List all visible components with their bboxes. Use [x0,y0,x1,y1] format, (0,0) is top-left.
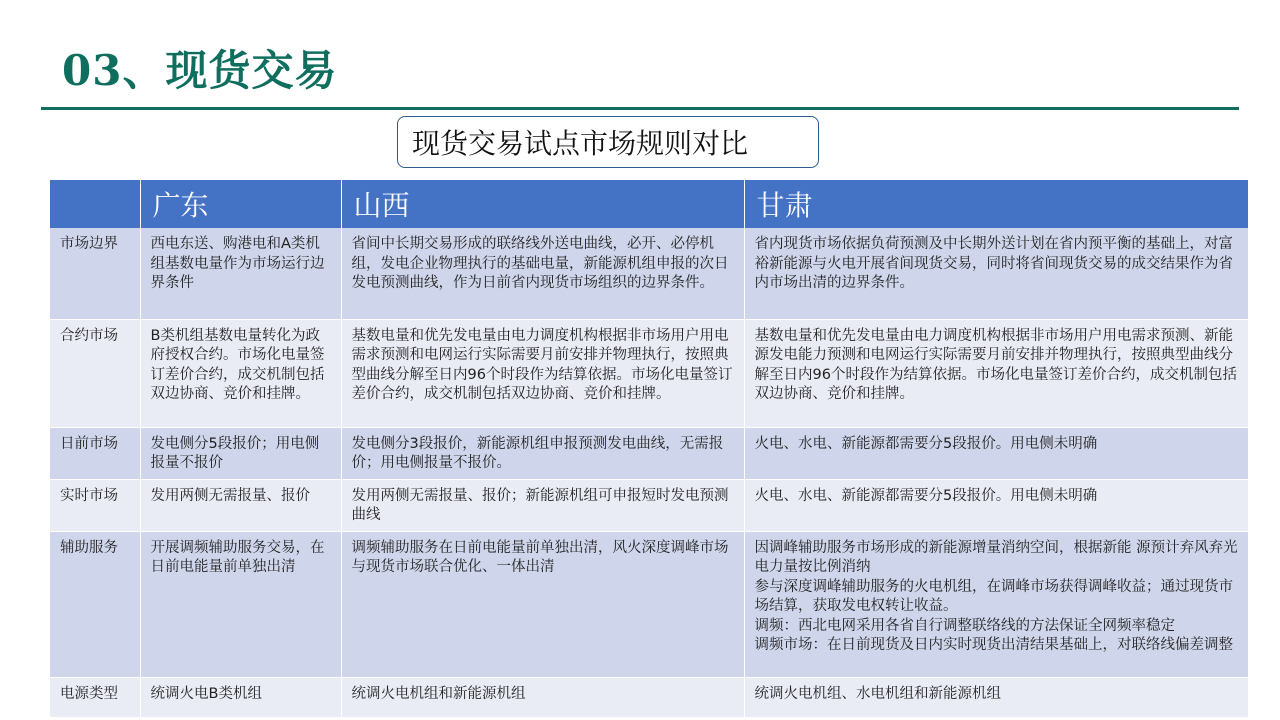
comparison-table [50,180,1249,718]
cell-gansu: 省内现货市场依据负荷预测及中长期外送计划在省内预平衡的基础上，对富裕新能源与火电开展省间现货交易，同时将省间现货交易的成交结果作为省内市场出清的边界条件。 [744,228,1248,319]
table-row [50,228,1248,319]
cell-guangdong: 统调火电B类机组 [140,677,341,717]
cell-gansu: 火电、水电、新能源都需要分5段报价。用电侧未明确 [744,479,1248,531]
header-corner [50,180,140,228]
row-label: 市场边界 [50,228,140,319]
title-divider [41,107,1239,110]
table-row [50,677,1248,717]
table-caption: 现货交易试点市场规则对比 [397,116,819,168]
cell-guangdong: 发电侧分5段报价；用电侧报量不报价 [140,427,341,479]
row-label: 日前市场 [50,427,140,479]
cell-shanxi: 基数电量和优先发电量由电力调度机构根据非市场用户用电需求预测和电网运行实际需要月前安排并物理执行，按照典型曲线分解至日内96个时段作为结算依据。市场化电量签订差价合约，成交机制包括双边协商、竞价和挂牌。 [341,319,744,427]
cell-guangdong: 发用两侧无需报量、报价 [140,479,341,531]
table-row [50,479,1248,531]
header-shanxi: 山西 [341,180,744,228]
cell-gansu: 统调火电机组、水电机组和新能源机组 [744,677,1248,717]
cell-gansu: 因调峰辅助服务市场形成的新能源增量消纳空间，根据新能 源预计弃风弃光电力量按比例消纳 参与深度调峰辅助服务的火电机组，在调峰市场获得调峰收益；通过现货市场结算，获取发电权转让收益。 调频：西北电网采用各省自行调整联络线的方法保证全网频率稳定 调频市场：在日前现货及日内实时现货出清结果基础上，对联络线偏差调整 [744,531,1248,677]
cell-guangdong: 开展调频辅助服务交易，在日前电能量前单独出清 [140,531,341,677]
table-row [50,319,1248,427]
header-guangdong: 广东 [140,180,341,228]
table-row [50,531,1248,677]
page-title: 03、现货交易 [62,46,338,95]
cell-shanxi: 发用两侧无需报量、报价；新能源机组可申报短时发电预测曲线 [341,479,744,531]
cell-shanxi: 发电侧分3段报价，新能源机组申报预测发电曲线，无需报价；用电侧报量不报价。 [341,427,744,479]
cell-gansu: 基数电量和优先发电量由电力调度机构根据非市场用户用电需求预测、新能源发电能力预测和电网运行实际需要月前安排并物理执行，按照典型曲线分解至日内96个时段作为结算依据。市场化电量签订差价合约，成交机制包括双边协商、竞价和挂牌。 [744,319,1248,427]
cell-shanxi: 统调火电机组和新能源机组 [341,677,744,717]
cell-guangdong: 西电东送、购港电和A类机组基数电量作为市场运行边界条件 [140,228,341,319]
table-header-row [50,180,1248,228]
cell-shanxi: 调频辅助服务在日前电能量前单独出清，风火深度调峰市场与现货市场联合优化、一体出清 [341,531,744,677]
cell-gansu: 火电、水电、新能源都需要分5段报价。用电侧未明确 [744,427,1248,479]
table-row [50,427,1248,479]
row-label: 实时市场 [50,479,140,531]
cell-shanxi: 省间中长期交易形成的联络线外送电曲线，必开、必停机组，发电企业物理执行的基础电量，新能源机组申报的次日发电预测曲线，作为日前省内现货市场组织的边界条件。 [341,228,744,319]
row-label: 辅助服务 [50,531,140,677]
row-label: 合约市场 [50,319,140,427]
cell-guangdong: B类机组基数电量转化为政府授权合约。市场化电量签订差价合约，成交机制包括双边协商、竞价和挂牌。 [140,319,341,427]
header-gansu: 甘肃 [744,180,1248,228]
row-label: 电源类型 [50,677,140,717]
